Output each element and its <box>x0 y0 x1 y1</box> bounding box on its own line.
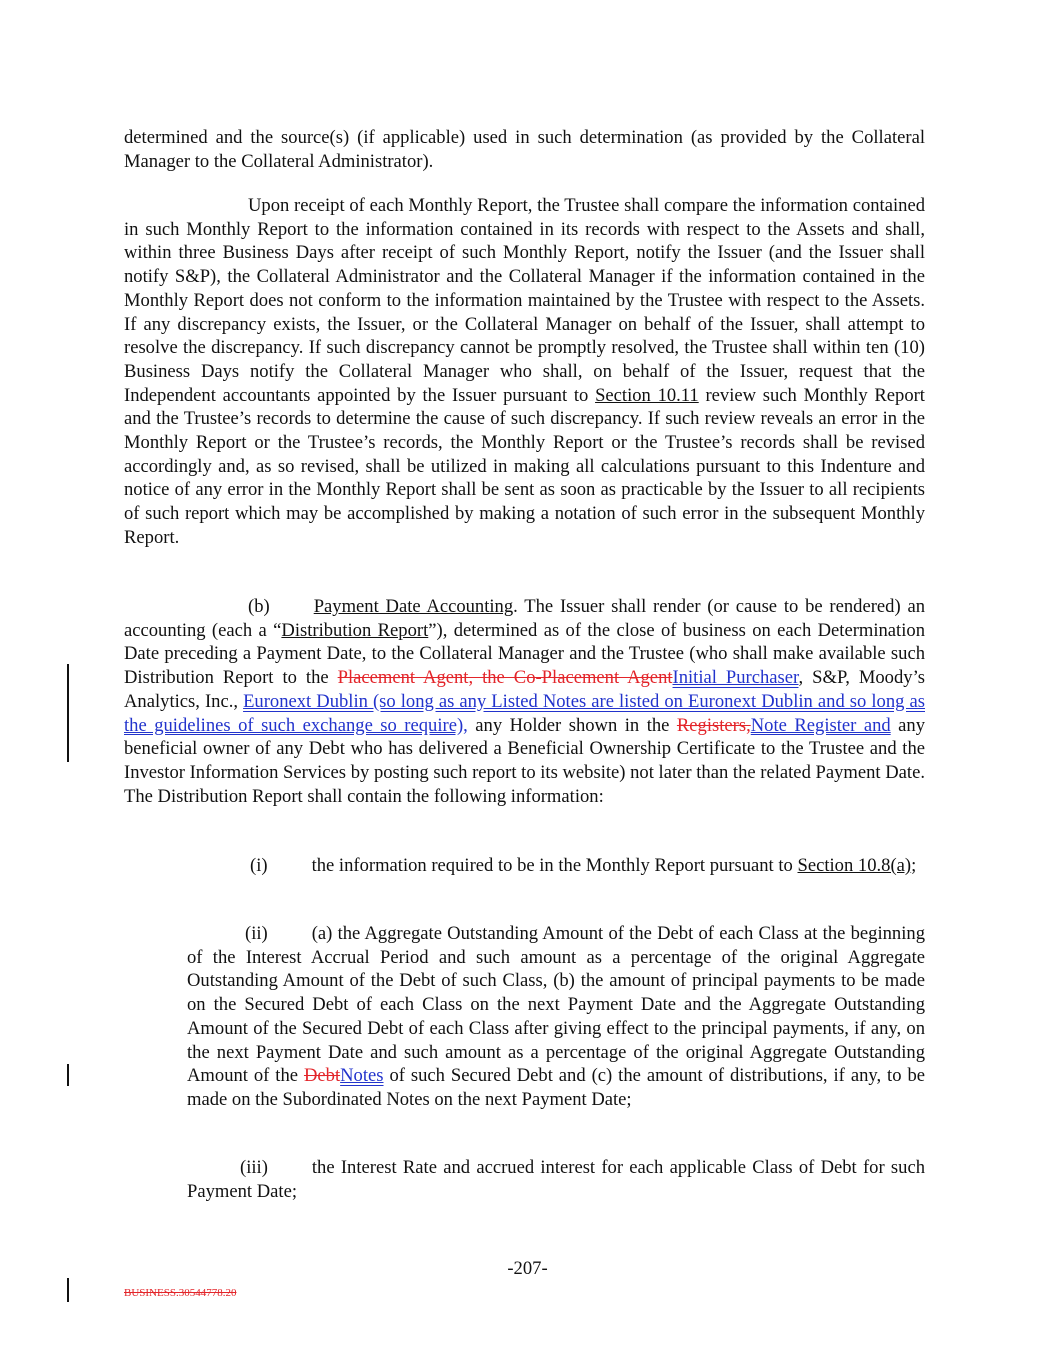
inserted-text: Initial Purchaser <box>672 667 799 689</box>
change-bar <box>67 664 69 762</box>
inserted-text: Euronext Dublin (so long as any Listed Notes are listed on Euronext Dublin and so long as the guidelines of such exchange so require), <box>124 690 925 736</box>
list-item-ii: (ii) (a) the Aggregate Outstanding Amount of the Debt of each Class at the beginning of the Interest Accrual Period and such amount as a percentage of the original Aggregate Outstanding Amount of the Debt of such Class, (b) the amount of principal payments to be made on the Secured Debt of each Class on the next Payment Date and the Aggregate Outstanding Amount of the Secured Debt of each Class after giving effect to the principal payments, if any, on the next Payment Date and such amount as a percentage of the original Aggregate Outstanding Amount of the DebtNotes of such Secured Debt and (c) the amount of distributions, if any, to be made on the Subordinated Notes on the next Payment Date; <box>187 923 925 1110</box>
document-id: BUSINESS.30544778.20 <box>124 1287 237 1299</box>
paragraph-monthly-report-review: Upon receipt of each Monthly Report, the Trustee shall compare the information contained in such Monthly Report to the information contained in its records with respect to the Assets and shall, within three Business Days after receipt of such Monthly Report, notify the Issuer (and the Issuer shall notify S&P), the Collateral Administrator and the Collateral Manager if the information contained in the Monthly Report does not conform to the information maintained by the Trustee with respect to the Assets. If any discrepancy exists, the Issuer, or the Collateral Manager on behalf of the Issuer, shall attempt to resolve the discrepancy. If such discrepancy cannot be promptly resolved, the Trustee shall within ten (10) Business Days notify the Collateral Manager who shall, on behalf of the Issuer, request that the Independent accountants appointed by the Issuer pursuant to Section 10.11 review such Monthly Report and the Trustee’s records to determine the cause of such discrepancy. If such review reveals an error in the Monthly Report or the Trustee’s records, the Monthly Report or the Trustee’s records shall be revised accordingly and, as so revised, shall be utilized in making all calculations pursuant to this Indenture and notice of any error in the Monthly Report shall be sent as soon as practicable by the Issuer to all recipients of such report which may be accomplished by making a notation of such error in the subsequent Monthly Report. <box>124 195 925 548</box>
deleted-text: Debt <box>303 1065 341 1087</box>
inserted-text: Notes <box>340 1065 384 1087</box>
change-bar <box>67 1278 69 1302</box>
section-ref-10-11: Section 10.11 <box>595 384 699 406</box>
inserted-text: Note Register and <box>750 714 891 736</box>
section-ref-10-8a: Section 10.8(a) <box>797 855 912 876</box>
change-bar <box>67 1064 69 1086</box>
section-label: (b) <box>248 596 270 617</box>
deleted-text: Registers, <box>676 714 751 736</box>
list-item-i: (i) the information required to be in the Monthly Report pursuant to Section 10.8(a); <box>250 855 917 876</box>
paragraph-continuation: determined and the source(s) (if applicable) used in such determination (as provided by the Collateral Manager to the Collateral Administrator). <box>124 127 925 172</box>
defined-term: Distribution Report <box>281 619 429 641</box>
deleted-text: Placement Agent, the Co-Placement Agent <box>337 667 673 689</box>
page-number: -207- <box>507 1258 548 1279</box>
paragraph-payment-date-accounting: (b) Payment Date Accounting. The Issuer shall render (or cause to be rendered) an accounting (each a “Distribution Report”), determined as of the close of business on each Determination Date preceding a Payment Date, to the Collateral Manager and the Trustee (who shall make available such Distribution Report to the Placement Agent, the Co-Placement AgentInitial Purchaser, S&P, Moody’s Analytics, Inc., Euronext Dublin (so long as any Listed Notes are listed on Euronext Dublin and so long as the guidelines of such exchange so require), any Holder shown in the Registers,Note Register and any beneficial owner of any Debt who has delivered a Beneficial Ownership Certificate to the Trustee and the Investor Information Services by posting such report to its website) not later than the related Payment Date. The Distribution Report shall contain the following information: <box>124 596 925 807</box>
section-heading: Payment Date Accounting <box>313 596 514 617</box>
list-item-iii: (iii) the Interest Rate and accrued interest for each applicable Class of Debt for such Payment Date; <box>187 1157 925 1202</box>
